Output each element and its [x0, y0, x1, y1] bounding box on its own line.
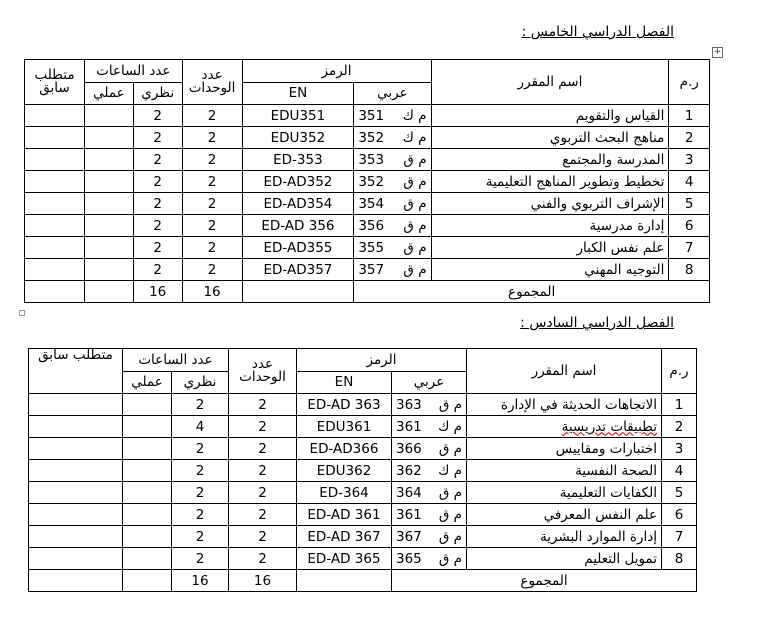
theory-hours-cell-text: 2 [195, 462, 205, 479]
prereq-cell[interactable] [29, 504, 123, 526]
course-name[interactable] [467, 438, 662, 460]
code-english-text: ED-AD357 [263, 261, 333, 278]
col-header-prereq: متطلب سابق [25, 60, 85, 105]
theory-hours-cell[interactable] [133, 171, 182, 193]
course-name[interactable] [467, 548, 662, 570]
prereq-cell[interactable] [25, 193, 85, 215]
row-number[interactable] [662, 416, 697, 438]
code-english-text: ED-AD 367 [307, 528, 381, 545]
units-cell[interactable] [229, 548, 297, 570]
code-arabic[interactable] [354, 149, 431, 171]
col-header-code-en: EN [242, 83, 354, 105]
theory-hours-cell-text: 2 [195, 528, 205, 545]
row-number[interactable] [669, 149, 710, 171]
code-english[interactable] [242, 127, 354, 149]
code-arabic[interactable] [392, 416, 467, 438]
units-cell-text: 2 [207, 261, 217, 278]
col-header-num: ر.م [669, 60, 710, 105]
theory-hours-cell[interactable] [172, 416, 229, 438]
col-header-units: عدد الوحدات [182, 60, 242, 105]
col-header-practical: عملي [85, 83, 134, 105]
course-name-text: الصحة النفسية [575, 462, 657, 479]
course-name-text: المدرسة والمجتمع [562, 151, 665, 168]
practical-hours-cell[interactable] [85, 215, 134, 237]
theory-hours-cell-text: 2 [195, 484, 205, 501]
units-cell-text: 2 [207, 129, 217, 146]
col-header-theory: نظري [172, 372, 229, 394]
practical-hours-cell[interactable] [85, 259, 134, 281]
practical-hours-cell[interactable] [123, 482, 172, 504]
row-number[interactable] [669, 127, 710, 149]
code-arabic[interactable] [392, 526, 467, 548]
prereq-cell[interactable] [25, 105, 85, 127]
code-english-text: EDU352 [270, 129, 326, 146]
code-english-text: EDU361 [316, 418, 372, 435]
course-name[interactable] [467, 482, 662, 504]
theory-hours-cell-text: 2 [153, 151, 162, 168]
code-arabic-number: 354 [358, 195, 385, 212]
row-number-text: 1 [684, 107, 694, 124]
theory-hours-cell[interactable] [172, 504, 229, 526]
practical-hours-cell[interactable] [123, 526, 172, 548]
table-row [25, 215, 710, 237]
code-arabic-prefix: م ك [438, 418, 462, 435]
table-row [25, 193, 710, 215]
units-cell-text: 2 [258, 396, 267, 413]
code-arabic-number: 351 [358, 107, 385, 124]
course-name-text: علم نفس الكبار [576, 239, 665, 256]
code-english-text: ED-AD 363 [307, 396, 381, 413]
col-header-hours: عدد الساعات [85, 60, 183, 83]
code-arabic[interactable] [354, 171, 431, 193]
code-english-text: ED-AD366 [309, 440, 379, 457]
code-english[interactable] [297, 504, 392, 526]
table-row [25, 105, 710, 127]
code-arabic-number: 353 [358, 151, 385, 168]
total-practical-empty[interactable] [123, 570, 172, 592]
code-arabic-number: 362 [396, 462, 422, 479]
theory-hours-cell-text: 2 [195, 506, 205, 523]
semester6-table [28, 348, 697, 592]
units-cell-text: 2 [207, 173, 217, 190]
row-number-text: 5 [674, 484, 684, 501]
code-english[interactable] [297, 526, 392, 548]
units-cell-text: 2 [207, 239, 217, 256]
practical-hours-cell[interactable] [85, 127, 134, 149]
practical-hours-cell[interactable] [85, 193, 134, 215]
row-number[interactable] [669, 193, 710, 215]
code-arabic-number: 364 [396, 484, 422, 501]
row-number[interactable] [662, 504, 697, 526]
code-arabic-prefix: م ق [438, 506, 462, 523]
theory-hours-cell-text: 2 [195, 396, 205, 413]
row-number[interactable] [662, 548, 697, 570]
col-header-code: الرمز [297, 349, 467, 372]
col-header-code: الرمز [242, 60, 431, 83]
code-english-text: ED-364 [319, 484, 369, 501]
table-row [29, 460, 697, 482]
theory-hours-cell-text: 2 [153, 195, 162, 212]
theory-hours-cell-text: 2 [153, 261, 162, 278]
theory-hours-cell-text: 2 [153, 129, 162, 146]
theory-hours-cell[interactable] [133, 237, 182, 259]
total-units: 16 [229, 570, 297, 592]
code-arabic[interactable] [392, 482, 467, 504]
prereq-cell[interactable] [25, 149, 85, 171]
course-name[interactable] [431, 193, 669, 215]
prereq-cell[interactable] [25, 259, 85, 281]
code-english-text: ED-AD352 [263, 173, 333, 190]
theory-hours-cell[interactable] [172, 438, 229, 460]
code-arabic-prefix: م ق [403, 173, 427, 190]
units-cell-text: 2 [258, 528, 267, 545]
table-row [29, 548, 697, 570]
code-english-text: EDU362 [316, 462, 372, 479]
code-arabic[interactable] [354, 215, 431, 237]
code-english[interactable] [242, 259, 354, 281]
course-name-text: القياس والتقويم [575, 107, 665, 124]
theory-hours-cell-text: 2 [153, 239, 162, 256]
code-arabic-number: 361 [396, 506, 422, 523]
code-arabic-prefix: م ق [403, 151, 427, 168]
code-arabic-number: 363 [396, 396, 422, 413]
code-arabic[interactable] [392, 504, 467, 526]
units-cell-text: 2 [207, 217, 217, 234]
prereq-cell[interactable] [25, 127, 85, 149]
row-number-text: 3 [674, 440, 684, 457]
code-arabic[interactable] [354, 193, 431, 215]
course-name-text: التوجيه المهني [584, 261, 665, 278]
code-english-text: ED-AD 356 [261, 217, 335, 234]
row-number-text: 6 [684, 217, 694, 234]
row-number[interactable] [662, 482, 697, 504]
units-cell[interactable] [182, 259, 242, 281]
course-name-text: مناهج البحث التربوي [549, 129, 665, 146]
code-arabic-prefix: م ك [402, 107, 427, 124]
theory-hours-cell-text: 2 [153, 107, 162, 124]
code-arabic-prefix: م ق [403, 217, 427, 234]
row-number-text: 8 [674, 550, 684, 567]
table-row [25, 171, 710, 193]
code-english[interactable] [242, 215, 354, 237]
prereq-cell[interactable] [29, 438, 123, 460]
row-number[interactable] [662, 460, 697, 482]
code-arabic-prefix: م ق [438, 440, 462, 457]
units-cell-text: 2 [207, 195, 217, 212]
theory-hours-cell-text: 2 [195, 440, 205, 457]
row-number-text: 3 [684, 151, 694, 168]
row-number-text: 2 [684, 129, 694, 146]
code-english[interactable] [297, 438, 392, 460]
units-cell-text: 2 [258, 440, 267, 457]
col-header-hours: عدد الساعات [123, 349, 229, 372]
code-arabic-number: 361 [396, 418, 422, 435]
row-number[interactable] [662, 438, 697, 460]
theory-hours-cell-text: 2 [195, 550, 205, 567]
code-english[interactable] [297, 460, 392, 482]
course-name-text: علم النفس المعرفي [543, 506, 657, 523]
code-english[interactable] [297, 548, 392, 570]
units-cell[interactable] [182, 149, 242, 171]
theory-hours-cell-text: 4 [195, 418, 205, 435]
units-cell-text: 2 [258, 506, 267, 523]
total-units: 16 [182, 281, 242, 303]
total-practical-empty[interactable] [85, 281, 134, 303]
table-resize-handle-icon[interactable] [19, 310, 25, 316]
practical-hours-cell[interactable] [123, 548, 172, 570]
table-row [25, 259, 710, 281]
prereq-cell[interactable] [25, 215, 85, 237]
table-row [29, 504, 697, 526]
row-number-text: 4 [684, 173, 694, 190]
total-row [29, 570, 697, 592]
col-header-code-ar: عربي [392, 372, 467, 394]
units-cell-text: 2 [207, 151, 217, 168]
code-arabic[interactable] [354, 105, 431, 127]
course-name-text: إدارة مدرسية [589, 217, 665, 234]
col-header-theory: نظري [133, 83, 182, 105]
course-name-text: اختبارات ومقاييس [555, 440, 657, 457]
units-cell[interactable] [182, 193, 242, 215]
practical-hours-cell[interactable] [85, 171, 134, 193]
theory-hours-cell[interactable] [172, 482, 229, 504]
units-cell-text: 2 [258, 484, 267, 501]
course-name[interactable] [431, 215, 669, 237]
code-arabic-prefix: م ق [403, 239, 427, 256]
code-arabic-number: 366 [396, 440, 422, 457]
units-cell[interactable] [182, 171, 242, 193]
code-english-text: ED-AD 365 [307, 550, 381, 567]
code-arabic-prefix: م ق [403, 195, 427, 212]
total-label: المجموع [354, 281, 710, 303]
row-number[interactable] [669, 237, 710, 259]
row-number-text: 4 [674, 462, 684, 479]
code-arabic-number: 352 [358, 173, 385, 190]
code-arabic[interactable] [354, 237, 431, 259]
units-cell[interactable] [229, 394, 297, 416]
row-number[interactable] [662, 526, 697, 548]
code-arabic-number: 352 [358, 129, 385, 146]
code-english[interactable] [242, 149, 354, 171]
theory-hours-cell-text: 2 [153, 217, 162, 234]
col-header-practical: عملي [123, 372, 172, 394]
course-name-text: الإشراف التربوي والفني [530, 195, 665, 212]
code-arabic-prefix: م ق [438, 484, 462, 501]
code-english[interactable] [242, 193, 354, 215]
total-row [25, 281, 710, 303]
theory-hours-cell[interactable] [172, 460, 229, 482]
col-header-code-en: EN [297, 372, 392, 394]
units-cell[interactable] [182, 127, 242, 149]
prereq-cell[interactable] [29, 482, 123, 504]
total-label: المجموع [392, 570, 697, 592]
row-number-text: 6 [674, 506, 684, 523]
table-row [25, 237, 710, 259]
course-name[interactable] [431, 127, 669, 149]
course-name-text: تطبيقات تدريسية [561, 418, 657, 435]
col-header-course: اسم المقرر [467, 349, 662, 394]
code-arabic-prefix: م ق [438, 528, 462, 545]
code-arabic-number: 355 [358, 239, 385, 256]
code-english-text: ED-AD354 [263, 195, 333, 212]
code-arabic-number: 357 [358, 261, 385, 278]
total-theory: 16 [172, 570, 229, 592]
course-name[interactable] [467, 504, 662, 526]
prereq-cell[interactable] [29, 526, 123, 548]
code-arabic[interactable] [354, 259, 431, 281]
practical-hours-cell[interactable] [123, 438, 172, 460]
theory-hours-cell[interactable] [172, 548, 229, 570]
row-number-text: 2 [674, 418, 684, 435]
code-arabic-prefix: م ق [403, 261, 427, 278]
units-cell[interactable] [182, 237, 242, 259]
semester5-table [24, 59, 710, 303]
row-number[interactable] [669, 171, 710, 193]
prereq-cell[interactable] [29, 416, 123, 438]
code-arabic[interactable] [392, 394, 467, 416]
total-prereq-empty[interactable] [25, 281, 85, 303]
col-header-course: اسم المقرر [431, 60, 669, 105]
prereq-cell[interactable] [29, 394, 123, 416]
col-header-num: ر.م [662, 349, 697, 394]
course-name[interactable] [467, 460, 662, 482]
units-cell[interactable] [229, 482, 297, 504]
practical-hours-cell[interactable] [85, 105, 134, 127]
code-english[interactable] [297, 482, 392, 504]
units-cell[interactable] [229, 526, 297, 548]
code-english-text: ED-353 [273, 151, 323, 168]
course-name[interactable] [431, 237, 669, 259]
code-arabic-number: 365 [396, 550, 422, 567]
table-row [29, 438, 697, 460]
row-number-text: 7 [684, 239, 694, 256]
code-english-text: EDU351 [270, 107, 326, 124]
course-name[interactable] [431, 149, 669, 171]
prereq-cell[interactable] [25, 171, 85, 193]
practical-hours-cell[interactable] [85, 237, 134, 259]
row-number-text: 5 [684, 195, 694, 212]
total-prereq-empty[interactable] [29, 570, 123, 592]
row-number-text: 8 [684, 261, 694, 278]
code-english[interactable] [297, 416, 392, 438]
row-number[interactable] [669, 105, 710, 127]
course-name[interactable] [431, 259, 669, 281]
row-number[interactable] [669, 215, 710, 237]
table-row [29, 482, 697, 504]
col-header-units: عدد الوحدات [229, 349, 297, 394]
code-arabic[interactable] [392, 438, 467, 460]
code-arabic-prefix: م ق [438, 550, 462, 567]
prereq-cell[interactable] [25, 237, 85, 259]
total-code-empty[interactable] [297, 570, 392, 592]
row-number[interactable] [669, 259, 710, 281]
theory-hours-cell[interactable] [133, 149, 182, 171]
table-row [25, 149, 710, 171]
units-cell[interactable] [182, 105, 242, 127]
semester5-title: الفصل الدراسي الخامس : [521, 24, 674, 40]
practical-hours-cell[interactable] [123, 504, 172, 526]
row-number-text: 1 [674, 396, 684, 413]
course-name[interactable] [467, 526, 662, 548]
units-cell[interactable] [229, 504, 297, 526]
code-english-text: ED-AD 361 [307, 506, 381, 523]
course-name-text: الكفايات التعليمية [559, 484, 657, 501]
theory-hours-cell-text: 2 [153, 173, 162, 190]
units-cell-text: 2 [258, 550, 267, 567]
code-arabic[interactable] [392, 460, 467, 482]
course-name-text: الاتجاهات الحديثة في الإدارة [500, 396, 657, 413]
practical-hours-cell[interactable] [123, 394, 172, 416]
code-arabic-prefix: م ق [438, 396, 462, 413]
theory-hours-cell[interactable] [172, 394, 229, 416]
units-cell-text: 2 [258, 418, 267, 435]
code-arabic-number: 356 [358, 217, 385, 234]
code-arabic-number: 367 [396, 528, 422, 545]
practical-hours-cell[interactable] [123, 416, 172, 438]
code-english-text: ED-AD355 [263, 239, 333, 256]
course-name-text: إدارة الموارد البشرية [539, 528, 657, 545]
table-move-handle-icon[interactable]: + [713, 47, 722, 57]
code-english[interactable] [242, 105, 354, 127]
col-header-prereq: متطلب سابق [29, 349, 123, 394]
table-row [29, 394, 697, 416]
semester6-title: الفصل الدراسي السادس : [520, 315, 674, 331]
theory-hours-cell[interactable] [133, 259, 182, 281]
code-english[interactable] [297, 394, 392, 416]
course-name[interactable] [467, 416, 662, 438]
units-cell[interactable] [229, 416, 297, 438]
row-number[interactable] [662, 394, 697, 416]
course-name[interactable] [431, 105, 669, 127]
total-theory: 16 [133, 281, 182, 303]
theory-hours-cell[interactable] [133, 193, 182, 215]
course-name-text: تمويل التعليم [584, 550, 657, 567]
units-cell[interactable] [182, 215, 242, 237]
table-row [29, 526, 697, 548]
code-english[interactable] [242, 237, 354, 259]
col-header-code-ar: عربي [354, 83, 431, 105]
code-arabic-prefix: م ك [438, 462, 462, 479]
code-arabic[interactable] [392, 548, 467, 570]
units-cell-text: 2 [258, 462, 267, 479]
theory-hours-cell[interactable] [133, 215, 182, 237]
total-code-empty[interactable] [242, 281, 354, 303]
units-cell-text: 2 [207, 107, 217, 124]
practical-hours-cell[interactable] [123, 460, 172, 482]
theory-hours-cell[interactable] [133, 127, 182, 149]
theory-hours-cell[interactable] [133, 105, 182, 127]
prereq-cell[interactable] [29, 460, 123, 482]
table-row [25, 127, 710, 149]
practical-hours-cell[interactable] [85, 149, 134, 171]
table-row [29, 416, 697, 438]
theory-hours-cell[interactable] [172, 526, 229, 548]
code-arabic[interactable] [354, 127, 431, 149]
units-cell[interactable] [229, 460, 297, 482]
code-arabic-prefix: م ك [402, 129, 427, 146]
code-english[interactable] [242, 171, 354, 193]
units-cell[interactable] [229, 438, 297, 460]
row-number-text: 7 [674, 528, 684, 545]
prereq-cell[interactable] [29, 548, 123, 570]
course-name[interactable] [467, 394, 662, 416]
course-name-text: تخطيط وتطوير المناهج التعليمية [485, 173, 665, 190]
course-name[interactable] [431, 171, 669, 193]
